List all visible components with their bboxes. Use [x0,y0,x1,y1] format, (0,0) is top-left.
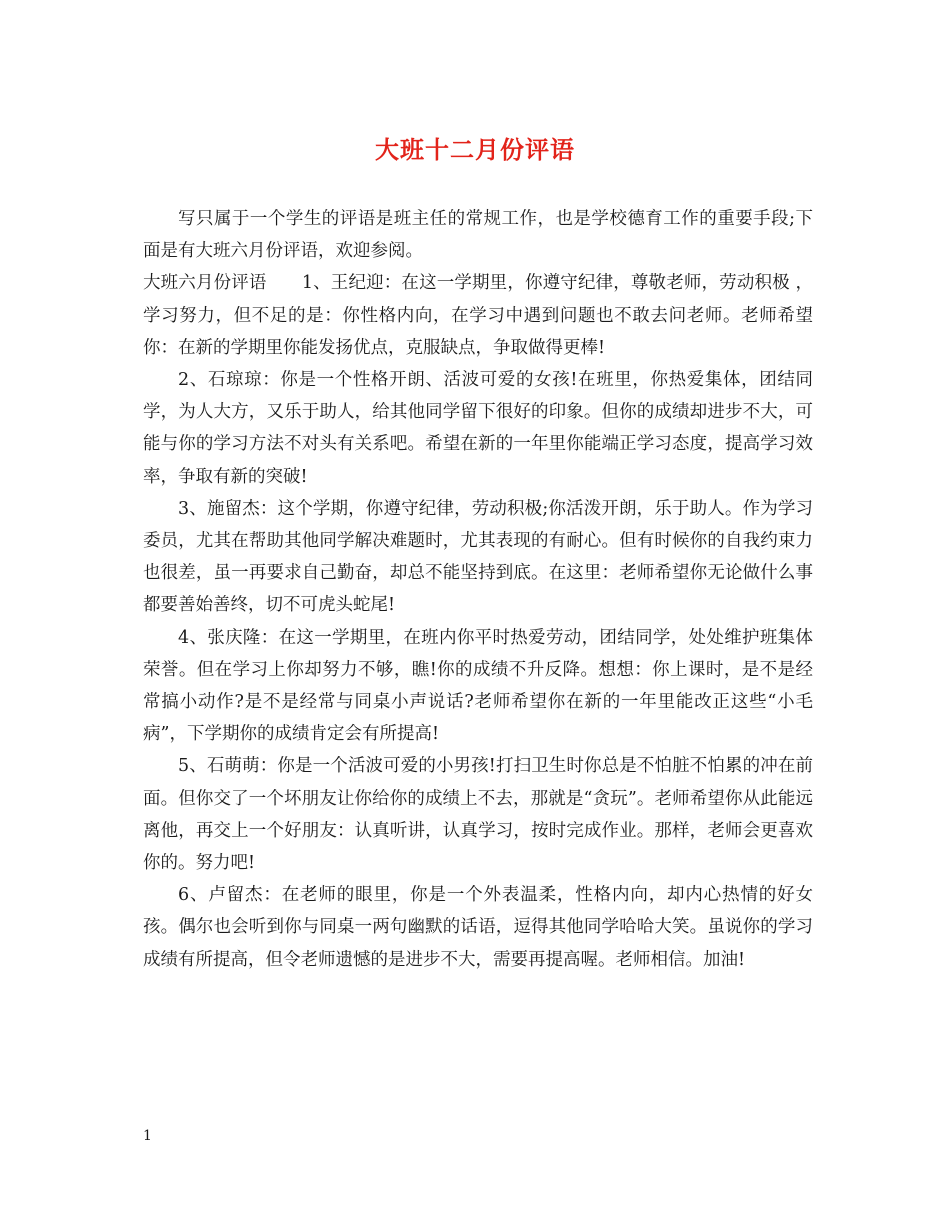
page-number: 1 [143,1128,152,1144]
comment-paragraph-1: 大班六月份评语 1、王纪迎：在这一学期里，你遵守纪律，尊敬老师，劳动积极 ，学习努力，但不足的是：你性格内向，在学习中遇到问题也不敢去问老师。老师希望你：在新的学期里你能发扬优点，克服缺点，争取做得更棒! [143,273,813,358]
comment-paragraph-5: 5、石萌萌：你是一个活波可爱的小男孩!打扫卫生时你总是不怕脏不怕累的冲在前面。但你交了一个坏朋友让你给你的成绩上不去，那就是“贪玩”。老师希望你从此能远离他，再交上一个好朋友：认真听讲，认真学习，按时完成作业。那样，老师会更喜欢你的。努力吧! [143,756,813,874]
comment-paragraph-4: 4、张庆隆：在这一学期里，在班内你平时热爱劳动，团结同学，处处维护班集体荣誉。但在学习上你却努力不够，瞧!你的成绩不升反降。想想：你上课时，是不是经常搞小动作?是不是经常与同桌小声说话?老师希望你在新的一年里能改正这些“小毛病”，下学期你的成绩肯定会有所提高! [143,627,813,745]
comment-paragraph-3: 3、施留杰：这个学期，你遵守纪律，劳动积极;你活泼开朗，乐于助人。作为学习委员，尤其在帮助其他同学解决难题时，尤其表现的有耐心。但有时候你的自我约束力也很差，虽一再要求自己勤奋，却总不能坚持到底。在这里：老师希望你无论做什么事都要善始善终，切不可虎头蛇尾! [143,498,813,616]
comment-paragraph-6: 6、卢留杰：在老师的眼里，你是一个外表温柔，性格内向，却内心热情的好女孩。偶尔也会听到你与同桌一两句幽默的话语，逗得其他同学哈哈大笑。虽说你的学习成绩有所提高，但令老师遗憾的是进步不大，需要再提高喔。老师相信。加油! [143,885,813,970]
intro-paragraph: 写只属于一个学生的评语是班主任的常规工作，也是学校德育工作的重要手段;下面是有大班六月份评语，欢迎参阅。 [143,209,813,262]
document-title: 大班十二月份评语 [375,135,575,164]
document-body [143,203,813,976]
comment-paragraph-2: 2、石琼琼：你是一个性格开朗、活波可爱的女孩!在班里，你热爱集体，团结同学，为人大方，又乐于助人，给其他同学留下很好的印象。但你的成绩却进步不大，可能与你的学习方法不对头有关系吧。希望在新的一年里你能端正学习态度，提高学习效率，争取有新的突破! [143,370,813,487]
